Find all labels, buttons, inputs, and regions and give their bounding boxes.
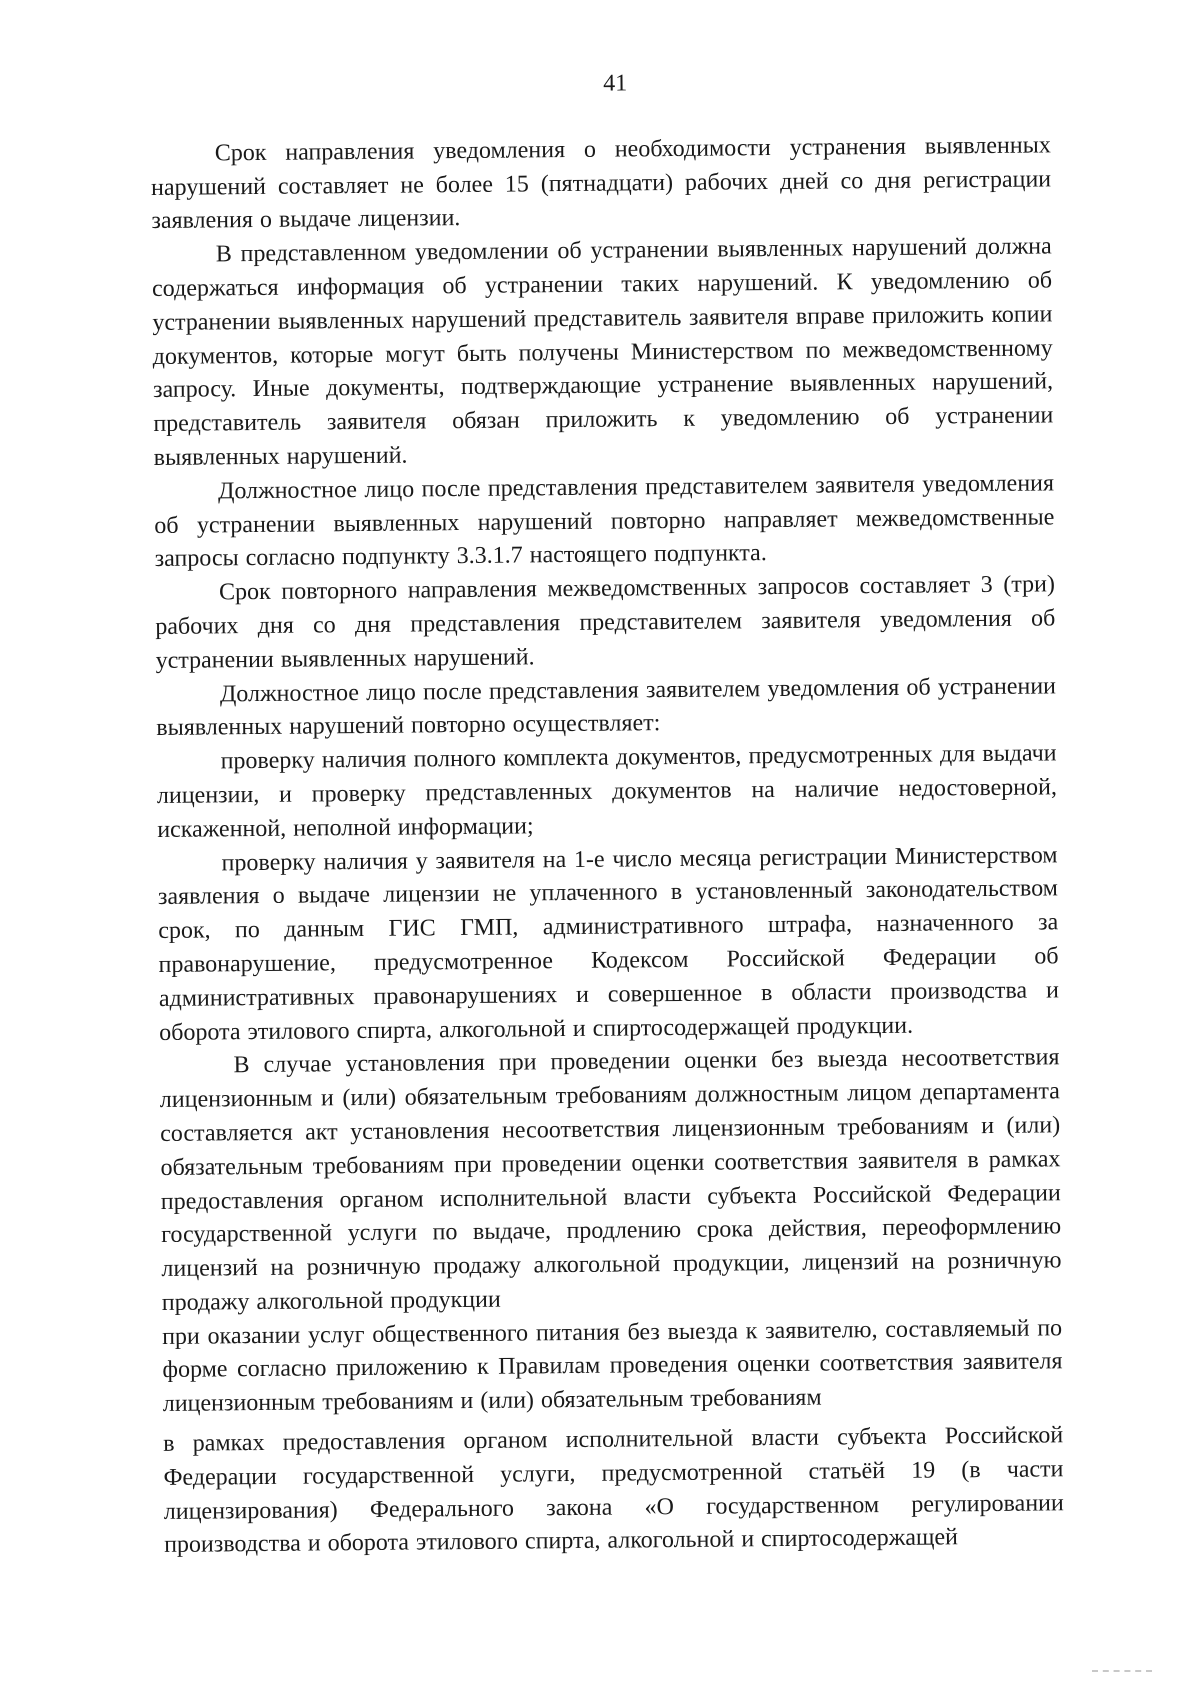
paragraph-notice-content: В представленном уведомлении об устранении выявленных нарушений должна содержаться информация об устранении таких нарушений. К уведомлению об устранении выявленных нарушений представитель заявителя вправе приложить копии документов, которые могут быть получены Министерством по межведомственному запросу. Иные документы, подтверждающие устранение выявленных нарушений, представитель заявителя обязан приложить к уведомлению об устранении выявленных нарушений. [151, 233, 1054, 471]
scan-edge-mark [1092, 1670, 1152, 1674]
paragraph-check-documents: проверку наличия полного комплекта документов, предусмотренных для выдачи лицензии, и проверку представленных документов на наличие недостоверной, искаженной, неполной информации; [156, 740, 1058, 843]
paragraph-repeat-deadline: Срок повторного направления межведомственных запросов составляет 3 (три) рабочих дня со дня представления представителем заявителя уведомления об устранении выявленных нарушений. [155, 571, 1056, 674]
paragraph-check-fines: проверку наличия у заявителя на 1-е число месяца регистрации Министерством заявления о выдаче лицензии не уплаченного в установленный законодательством срок, по данным ГИС ГМП, административного штрафа, назначенного за правонарушение, предусмотренное Кодексом Российской Федерации об административных правонарушениях и совершенное в области производства и оборота этилового спирта, алкогольной и спиртосодержащей продукции. [157, 841, 1059, 1046]
page-number: 41 [603, 70, 628, 97]
scanned-sheet [150, 63, 1064, 1563]
paragraph-catering-services: при оказании услуг общественного питания без выезда к заявителю, составляемый по форме согласно приложению к Правилам проведения оценки соответствия заявителя лицензионным требованиям и (или) обязательным требованиям [162, 1314, 1063, 1418]
paragraph-federal-law: в рамках предоставления органом исполнительной власти субъекта Российской Федерации государственной услуги, предусмотренной статьёй 19 (в части лицензирования) Федерального закона «О государственном регулировании производства и оборота этилового спирта, алкогольной и спиртосодержащей [163, 1422, 1064, 1559]
paragraph-repeat-requests: Должностное лицо после представления представителем заявителя уведомления об устранении выявленных нарушений повторно направляет межведомственные запросы согласно подпункту 3.3.1.7 настоящего подпункта. [154, 470, 1055, 573]
paragraph-nonconformity-act: В случае установления при проведении оценки без выезда несоответствия лицензионным и (или) обязательным требованиям должностным лицом департамента составляется акт установления несоответствия лицензионным требованиям и (или) обязательным требованиям при проведении оценки соответствия заявителя в рамках предоставления органом исполнительной власти субъекта Российской Федерации государственной услуги по выдаче, продлению срока действия, переоформлению лицензий на розничную продажу алкогольной продукции, лицензий на розничную продажу алкогольной продукции [159, 1044, 1062, 1316]
paragraph-official-actions: Должностное лицо после представления заявителем уведомления об устранении выявленных нарушений повторно осуществляет: [156, 672, 1057, 742]
paragraph-notice-deadline: Срок направления уведомления о необходимости устранения выявленных нарушений составляет не более 15 (пятнадцати) рабочих дней со дня регистрации заявления о выдаче лицензии. [150, 132, 1052, 235]
